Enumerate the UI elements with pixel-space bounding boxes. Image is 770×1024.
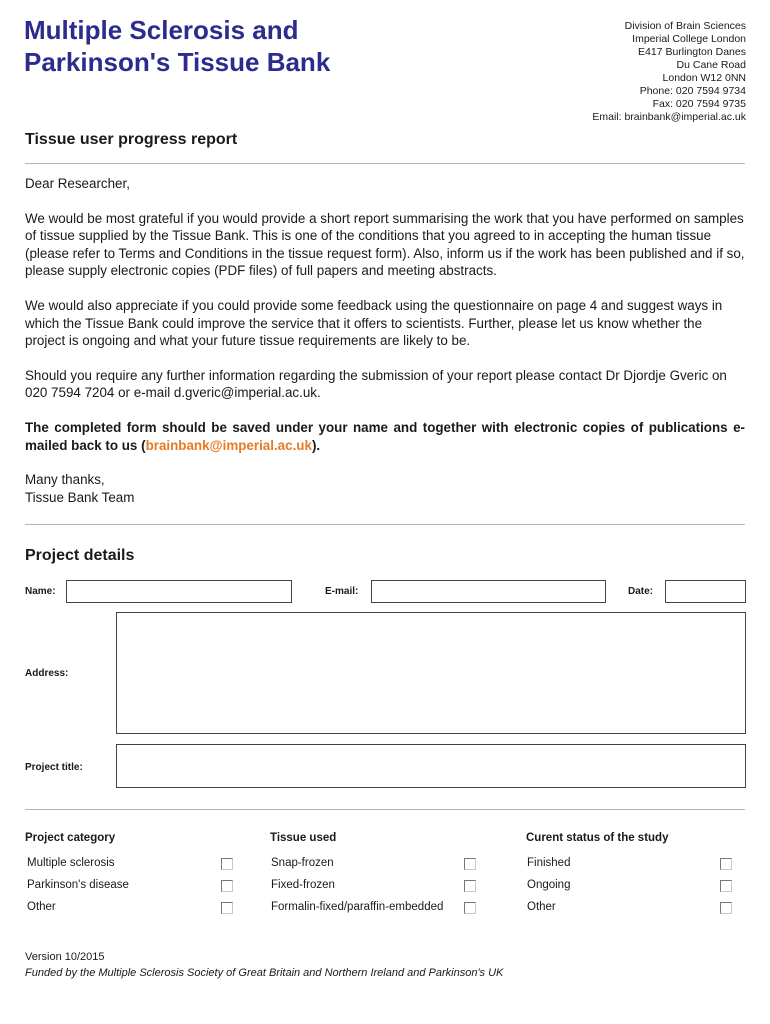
address-field[interactable] [116,612,746,734]
signature: Tissue Bank Team [25,489,135,505]
option-fixed-frozen: Fixed-frozen [271,879,335,891]
address-line: Du Cane Road [676,59,746,71]
address-line: Division of Brain Sciences [624,20,746,32]
submission-note [25,419,745,454]
checkbox-formalin-fixed[interactable] [464,902,476,914]
submission-note-end: ). [311,437,321,453]
name-field[interactable] [66,580,292,603]
report-title: Tissue user progress report [25,131,238,148]
name-label: Name: [25,586,56,597]
option-multiple-sclerosis: Multiple sclerosis [27,857,115,869]
greeting: Dear Researcher, [25,176,130,191]
email-label: E-mail: [325,586,359,597]
project-title-label: Project title: [25,762,83,773]
paragraph-1: We would be most grateful if you would provide a short report summarising the work that you have performed on samples of tissue supplied by the Tissue Bank. This is one of the conditions that you agreed to in accepting the human tissue (please refer to Terms and Conditions in the tissue request form). Also, inform us if the work has been published and if so, please supply electronic copies (PDF files) of full papers and meeting abstracts. [25,210,745,279]
project-details-heading: Project details [25,547,135,564]
funding-text: Funded by the Multiple Sclerosis Society of Great Britain and Northern Ireland and Parkinson's UK [25,967,504,979]
option-finished: Finished [527,857,571,869]
checkbox-status-other[interactable] [720,902,732,914]
option-formalin-fixed: Formalin-fixed/paraffin-embedded [271,901,444,913]
date-field[interactable] [665,580,746,603]
checkbox-ongoing[interactable] [720,880,732,892]
option-parkinsons-disease: Parkinson's disease [27,879,129,891]
checkbox-fixed-frozen[interactable] [464,880,476,892]
address-line: Imperial College London [632,33,746,45]
submission-note-text: The completed form should be saved under your name and together with electronic copies of publications e-mailed back to us ( [25,419,745,453]
letter-body [25,175,745,506]
option-snap-frozen: Snap-frozen [271,857,334,869]
option-ongoing: Ongoing [527,879,571,891]
date-label: Date: [628,586,654,597]
divider [25,809,745,810]
checkbox-snap-frozen[interactable] [464,858,476,870]
brainbank-email-link[interactable]: brainbank@imperial.ac.uk [145,437,312,453]
version-text: Version 10/2015 [25,951,105,963]
study-status-heading: Curent status of the study [526,832,669,844]
address-line: London W12 0NN [662,72,746,84]
project-title-field[interactable] [116,744,746,788]
checkbox-category-other[interactable] [221,902,233,914]
divider [25,524,745,525]
checkbox-multiple-sclerosis[interactable] [221,858,233,870]
address-line: E417 Burlington Danes [638,46,746,58]
email-field[interactable] [371,580,606,603]
phone-line: Phone: 020 7594 9734 [639,85,746,97]
paragraph-3: Should you require any further information regarding the submission of your report please contact Dr Djordje Gveric on 020 7594 7204 or e-mail d.gveric@imperial.ac.uk. [25,367,727,401]
email-line: Email: brainbank@imperial.ac.uk [592,111,746,123]
fax-line: Fax: 020 7594 9735 [652,98,746,110]
option-status-other: Other [527,901,556,913]
checkbox-parkinsons-disease[interactable] [221,880,233,892]
closing-text: Many thanks, [25,472,105,488]
checkbox-finished[interactable] [720,858,732,870]
contact-address [592,20,746,124]
closing [25,471,745,506]
title-line-2: Parkinson's Tissue Bank [24,47,331,77]
paragraph-2: We would also appreciate if you could provide some feedback using the questionnaire on page 4 and suggest ways in which the Tissue Bank could improve the service that it offers to scientists. Further, please let us know whether the project is ongoing and what your future tissue requirements are likely to be. [25,297,723,349]
divider [25,163,745,164]
option-category-other: Other [27,901,56,913]
tissue-used-heading: Tissue used [270,832,337,844]
project-category-heading: Project category [25,832,116,844]
document-title [24,14,330,78]
address-label: Address: [25,668,69,679]
title-line-1: Multiple Sclerosis and [24,15,299,45]
